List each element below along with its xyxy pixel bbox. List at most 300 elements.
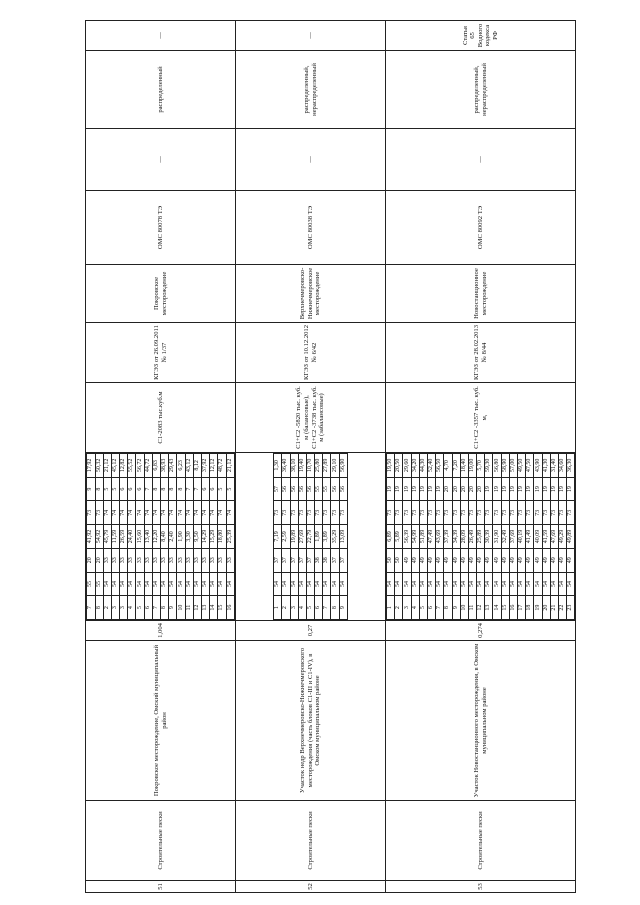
coordinate-value: 11 [468, 596, 476, 620]
coordinate-row [218, 454, 226, 620]
coordinate-value: 74 [193, 501, 201, 525]
coordinate-value: 6 [136, 477, 144, 501]
coordinate-value: 4,70 [444, 454, 452, 478]
coordinate-value: 37 [331, 548, 339, 572]
coordinate-value: 74 [161, 501, 169, 525]
coordinate-row [427, 454, 435, 620]
coordinate-value: 19,89 [290, 525, 298, 549]
coordinate-value: 56,80 [493, 454, 501, 478]
coordinate-value: 54 [477, 572, 485, 596]
coordinate-value: 17 [518, 596, 526, 620]
coordinate-value: 6 [128, 477, 136, 501]
coordinate-row [444, 454, 452, 620]
coordinate-value: 10,70 [306, 454, 314, 478]
coordinate-value: 20 [468, 477, 476, 501]
coordinate-value: 74 [136, 501, 144, 525]
coordinate-value: 15 [501, 596, 509, 620]
coordinate-value: 8 [169, 477, 177, 501]
coordinate-value: 54 [526, 572, 534, 596]
coordinate-value: 19 [509, 477, 517, 501]
deposit-name: Новостанционное месторождение [386, 265, 576, 323]
coordinate-value: 54 [169, 572, 177, 596]
coordinate-value: 33 [161, 548, 169, 572]
fund-status: распределенный, нераспределенный [236, 51, 386, 129]
coordinate-row [315, 454, 323, 620]
coordinate-value: 54 [193, 572, 201, 596]
coordinate-value: 73 [331, 501, 339, 525]
coordinate-value: 73 [436, 501, 444, 525]
coordinate-value: 54 [323, 572, 331, 596]
coordinate-value: 55 [95, 572, 103, 596]
coordinate-value: 74 [210, 501, 218, 525]
coordinate-value: 49 [468, 548, 476, 572]
coordinate-value: 6,83 [152, 454, 160, 478]
coordinate-value: 3,89 [323, 525, 331, 549]
protocol: КГЭЗ от 10.12.2012 № 6/42 [236, 323, 386, 383]
coordinate-value: 73 [427, 501, 435, 525]
coordinate-value: 34,39 [452, 525, 460, 549]
coordinate-row [493, 454, 501, 620]
coordinate-value: 3 [290, 596, 298, 620]
coordinate-row [534, 454, 542, 620]
coordinate-value: 7 [144, 477, 152, 501]
coordinate-value: 12 [193, 596, 201, 620]
coordinate-value: 20 [542, 596, 550, 620]
coordinate-value: 54 [518, 572, 526, 596]
coordinate-value: 49 [403, 548, 411, 572]
coordinate-value: 5,89 [395, 525, 403, 549]
coordinate-value: 5 [419, 596, 427, 620]
coordinate-row [169, 454, 177, 620]
coordinate-value: 19 [518, 477, 526, 501]
coordinate-row [411, 454, 419, 620]
coordinate-value: 14 [493, 596, 501, 620]
coordinate-value: 73 [485, 501, 493, 525]
coordinate-value: 31,90 [493, 525, 501, 549]
coordinate-value: 16 [226, 596, 234, 620]
coordinate-value: 2 [103, 596, 111, 620]
coordinate-value: 54 [218, 572, 226, 596]
coordinate-row [477, 454, 485, 620]
coordinate-value: 27,69 [298, 525, 306, 549]
coordinate-value: 73 [526, 501, 534, 525]
coordinates-table [386, 453, 575, 620]
reserves: С1+С2 -5820 тыс. куб. м (балансовые), С1+С2 -3738 тыс. куб. м (забалансовые) [236, 383, 386, 453]
coordinate-value: 19 [436, 477, 444, 501]
coordinate-row [185, 454, 193, 620]
coordinate-value: 54 [460, 572, 468, 596]
coordinate-value: 57 [274, 477, 282, 501]
coordinate-value: 8 [152, 477, 160, 501]
coordinate-value: 49 [444, 548, 452, 572]
coordinate-value: 56 [306, 477, 314, 501]
register-table [85, 20, 576, 893]
coordinate-value: 7,20 [452, 454, 460, 478]
mineral-type: Строительные пески [86, 801, 236, 881]
coordinate-value: 8 [161, 477, 169, 501]
coordinate-value: 73 [403, 501, 411, 525]
coordinate-value: 4 [128, 596, 136, 620]
coordinate-row [485, 454, 493, 620]
coordinate-value: 5 [103, 477, 111, 501]
coordinate-value: 44,30 [419, 454, 427, 478]
coordinate-value: 41,30 [542, 454, 550, 478]
coordinate-value: 28,09 [460, 525, 468, 549]
coordinate-value: 50,32 [95, 454, 103, 478]
coordinate-value: 49 [477, 548, 485, 572]
coordinate-value: 54 [210, 572, 218, 596]
row-number: 53 [386, 881, 576, 893]
coordinate-value: 8 [95, 477, 103, 501]
coordinate-value: 1,89 [315, 525, 323, 549]
coordinate-value: 49 [526, 548, 534, 572]
coordinate-value: 56,50 [436, 454, 444, 478]
coordinate-value: 6 [201, 477, 209, 501]
coordinate-value: 54 [411, 572, 419, 596]
coordinate-value: 9,50 [193, 525, 201, 549]
coordinate-row [290, 454, 298, 620]
stage: — [236, 129, 386, 191]
coordinate-value: 21,12 [103, 454, 111, 478]
coordinate-value: 43,69 [436, 525, 444, 549]
coordinate-value: 74 [226, 501, 234, 525]
coordinate-value: 58,90 [501, 454, 509, 478]
coordinate-value: 32,49 [501, 525, 509, 549]
reserves: С1-2083 тыс.куб.м [86, 383, 236, 453]
coordinate-value: 8 [444, 596, 452, 620]
coordinate-row [210, 454, 218, 620]
coordinate-value: 27,89 [323, 454, 331, 478]
coordinate-value: 54 [542, 572, 550, 596]
coordinate-value: 73 [477, 501, 485, 525]
coordinate-value: 54 [403, 572, 411, 596]
coordinate-value: 73 [306, 501, 314, 525]
coordinate-value: 54 [501, 572, 509, 596]
coordinate-value: 73 [468, 501, 476, 525]
coordinate-value: 25,89 [477, 525, 485, 549]
coordinate-value: 41,49 [526, 525, 534, 549]
coordinate-value: 29,10 [331, 454, 339, 478]
coordinate-value: 35,29 [331, 525, 339, 549]
coordinate-row [403, 454, 411, 620]
coordinate-value: 7 [193, 477, 201, 501]
coordinate-row [306, 454, 314, 620]
coordinate-value: 25,39 [226, 525, 234, 549]
coordinate-row [87, 454, 95, 620]
coordinates-cell [386, 453, 576, 621]
coordinate-row [144, 454, 152, 620]
coordinate-value: 3 [403, 596, 411, 620]
coordinate-value: 19 [550, 477, 558, 501]
coordinate-value: 8,12 [193, 454, 201, 478]
coordinate-row [526, 454, 534, 620]
coordinate-value: 56 [339, 477, 347, 501]
coordinate-value: 13 [485, 596, 493, 620]
coordinate-value: 54 [331, 572, 339, 596]
coordinate-value: 7 [185, 477, 193, 501]
coordinate-row [95, 454, 103, 620]
coordinate-value: 12,20 [152, 525, 160, 549]
coordinate-value: 74 [152, 501, 160, 525]
coordinate-value: 6 [144, 596, 152, 620]
coordinate-value: 41,59 [542, 525, 550, 549]
coordinate-value: 19 [567, 477, 575, 501]
mineral-type: Строительные пески [386, 801, 576, 881]
coordinate-value: 22 [558, 596, 566, 620]
coordinate-value: 33 [226, 548, 234, 572]
coordinate-value: 74 [169, 501, 177, 525]
coordinate-value: 54 [226, 572, 234, 596]
coordinate-value: 30,39 [485, 525, 493, 549]
coordinate-value: 37 [298, 548, 306, 572]
coordinate-value: 54 [509, 572, 517, 596]
coordinate-value: 20 [95, 548, 103, 572]
coordinate-value: 73 [282, 501, 290, 525]
coordinate-row [120, 454, 128, 620]
coordinate-value: 33 [128, 548, 136, 572]
coordinate-value: 2 [395, 596, 403, 620]
coordinate-value: 19 [411, 477, 419, 501]
coordinate-value: 73 [501, 501, 509, 525]
coordinate-row [111, 454, 119, 620]
coordinate-value: 33 [218, 548, 226, 572]
coordinate-row [387, 454, 395, 620]
coordinate-value: 33 [193, 548, 201, 572]
coordinate-value: 73 [452, 501, 460, 525]
coordinate-value: 20 [87, 548, 95, 572]
coordinate-value: 54 [452, 572, 460, 596]
coordinate-value: 13,40 [144, 525, 152, 549]
coordinate-value: 55 [315, 477, 323, 501]
coordinate-row [177, 454, 185, 620]
coordinate-value: 73 [460, 501, 468, 525]
coordinate-value: 54,92 [95, 525, 103, 549]
coordinate-value: 54 [558, 572, 566, 596]
coordinate-value: 54 [274, 572, 282, 596]
coordinate-value: 74 [120, 501, 128, 525]
coordinate-value: 33 [210, 548, 218, 572]
coordinate-value: 54 [111, 572, 119, 596]
coordinate-value: 49 [558, 548, 566, 572]
coordinate-value: 8 [177, 477, 185, 501]
coordinate-row [501, 454, 509, 620]
coordinate-value: 6,89 [387, 525, 395, 549]
coordinate-value: 41,92 [87, 525, 95, 549]
coordinate-value: 73 [534, 501, 542, 525]
coordinate-value: 54 [161, 572, 169, 596]
coordinate-value: 74 [144, 501, 152, 525]
coordinate-value: 49,29 [558, 525, 566, 549]
coordinate-value: 49 [436, 548, 444, 572]
coordinate-value: 9 [452, 596, 460, 620]
coordinate-value: 33 [136, 548, 144, 572]
stage: — [386, 129, 576, 191]
license-number: ОМС 80092 ТЭ [386, 191, 576, 265]
coordinate-value: 13 [201, 596, 209, 620]
coordinate-value: 26,59 [120, 525, 128, 549]
coordinate-value: 6 [210, 477, 218, 501]
coordinate-value: 54 [298, 572, 306, 596]
coordinate-value: 19 [419, 477, 427, 501]
coordinates-table [86, 453, 234, 620]
site-name: Покровское месторождение, Омский муниципальный район [86, 641, 236, 801]
coordinate-value: 49 [493, 548, 501, 572]
coordinate-value: 50 [387, 548, 395, 572]
deposit-name: Покровское месторождение [86, 265, 236, 323]
coordinate-value: 38,93 [161, 454, 169, 478]
coordinate-value: 73 [95, 501, 103, 525]
coordinate-value: 19 [534, 477, 542, 501]
coordinate-value: 54 [468, 572, 476, 596]
coordinate-value: 49 [452, 548, 460, 572]
coordinate-value: 54 [427, 572, 435, 596]
coordinate-value: 3,30 [185, 525, 193, 549]
coordinate-value: 33 [177, 548, 185, 572]
coordinate-value: 7 [323, 596, 331, 620]
coordinate-value: 9 [169, 596, 177, 620]
coordinate-value: 6 [427, 596, 435, 620]
coordinate-value: 49 [509, 548, 517, 572]
coordinate-value: 12 [477, 596, 485, 620]
coordinate-value: 3 [120, 596, 128, 620]
coordinate-value: 73 [315, 501, 323, 525]
coordinate-value: 56 [290, 477, 298, 501]
register-row [86, 21, 236, 893]
coordinate-value: 12,82 [120, 454, 128, 478]
coordinate-value: 55,52 [128, 454, 136, 478]
coordinate-value: 73 [87, 501, 95, 525]
coordinate-value: 9 [87, 477, 95, 501]
coordinate-value: 49 [419, 548, 427, 572]
register-row [386, 21, 576, 893]
coordinate-value: 2,40 [169, 525, 177, 549]
coordinate-value: 20,50 [395, 454, 403, 478]
coordinate-value: 26,49 [468, 525, 476, 549]
register-row [236, 21, 386, 893]
coordinate-value: 57,00 [509, 454, 517, 478]
coordinate-value: 73 [518, 501, 526, 525]
coordinate-value: 3 [111, 596, 119, 620]
coordinate-value: 29,60 [403, 454, 411, 478]
coordinate-value: 2 [282, 596, 290, 620]
coordinate-value: 73 [550, 501, 558, 525]
coordinate-value: 54 [185, 572, 193, 596]
coordinate-value: 74 [103, 501, 111, 525]
coordinate-value: 12,12 [210, 454, 218, 478]
coordinate-value: 19,50 [387, 454, 395, 478]
coordinate-value: 47,69 [550, 525, 558, 549]
coordinate-value: 14 [210, 596, 218, 620]
coordinate-value: 37,92 [201, 454, 209, 478]
coordinate-value: 44,72 [144, 454, 152, 478]
coordinate-value: 52,40 [427, 454, 435, 478]
coordinate-value: 10 [460, 596, 468, 620]
coordinate-row [193, 454, 201, 620]
coordinate-value: 19 [395, 477, 403, 501]
fund-status: распределенный, нераспределенный [386, 51, 576, 129]
coordinate-value: 49,50 [518, 454, 526, 478]
coordinate-value: 59,30 [485, 454, 493, 478]
coordinate-value: 54 [550, 572, 558, 596]
coordinate-row [152, 454, 160, 620]
coordinate-value: 7 [152, 596, 160, 620]
coordinate-value: 49 [427, 548, 435, 572]
coordinate-row [339, 454, 347, 620]
coordinate-value: 9 [339, 596, 347, 620]
coordinate-value: 20 [460, 477, 468, 501]
coordinate-value: 73 [567, 501, 575, 525]
coordinate-value: 73 [558, 501, 566, 525]
coordinate-value: 33 [144, 548, 152, 572]
coordinate-value: 22,79 [306, 525, 314, 549]
coordinate-value: 19 [501, 477, 509, 501]
coordinate-value: 49 [411, 548, 419, 572]
coordinate-row [395, 454, 403, 620]
coordinate-value: 54 [419, 572, 427, 596]
coordinate-value: 1 [274, 596, 282, 620]
coordinate-value: 74 [111, 501, 119, 525]
license-number: ОМС 80038 ТЭ [236, 191, 386, 265]
coordinate-value: 7 [87, 596, 95, 620]
legal-basis: — [86, 21, 236, 51]
coordinate-value: 6 [120, 477, 128, 501]
coordinate-value: 45,79 [103, 525, 111, 549]
coordinates-cell [236, 453, 386, 621]
site-area: 1,004 [86, 621, 236, 641]
protocol: КГЭЗ от 26.09.2011 № 1/37 [86, 323, 236, 383]
coordinate-value: 5 [111, 477, 119, 501]
coordinate-value: 47,49 [427, 525, 435, 549]
coordinate-value: 73 [387, 501, 395, 525]
coordinate-value: 45,12 [111, 454, 119, 478]
coordinate-value: 33 [152, 548, 160, 572]
coordinate-value: 6,23 [177, 454, 185, 478]
coordinate-value: 49 [485, 548, 493, 572]
coordinate-value: 38 [315, 548, 323, 572]
mineral-type: Строительные пески [236, 801, 386, 881]
coordinate-value: 21,12 [226, 454, 234, 478]
coordinate-value: 20 [444, 477, 452, 501]
coordinate-value: 15 [218, 596, 226, 620]
coordinate-row [161, 454, 169, 620]
coordinates-table [273, 453, 348, 620]
coordinates-cell [86, 453, 236, 621]
coordinate-row [550, 454, 558, 620]
license-number: ОМС 80078 ТЭ [86, 191, 236, 265]
coordinate-value: 37 [282, 548, 290, 572]
coordinate-row [542, 454, 550, 620]
fund-status: распределенный [86, 51, 236, 129]
coordinate-value: 73 [542, 501, 550, 525]
coordinate-value: 47,50 [526, 454, 534, 478]
coordinate-value: 37,69 [509, 525, 517, 549]
coordinate-value: 4 [298, 596, 306, 620]
coordinate-value: 18 [526, 596, 534, 620]
coordinate-value: 19 [387, 477, 395, 501]
row-number: 52 [236, 881, 386, 893]
coordinate-row [298, 454, 306, 620]
coordinate-value: 56 [331, 477, 339, 501]
coordinate-value: 17,92 [87, 454, 95, 478]
coordinate-value: 73 [419, 501, 427, 525]
coordinate-value: 49 [542, 548, 550, 572]
coordinate-value: 56,72 [136, 454, 144, 478]
coordinate-value: 40,19 [518, 525, 526, 549]
coordinate-value: 33 [120, 548, 128, 572]
coordinate-value: 4 [411, 596, 419, 620]
coordinate-value: 1,90 [177, 525, 185, 549]
legal-basis: Статья 65 Водного кодекса РФ [386, 21, 576, 51]
